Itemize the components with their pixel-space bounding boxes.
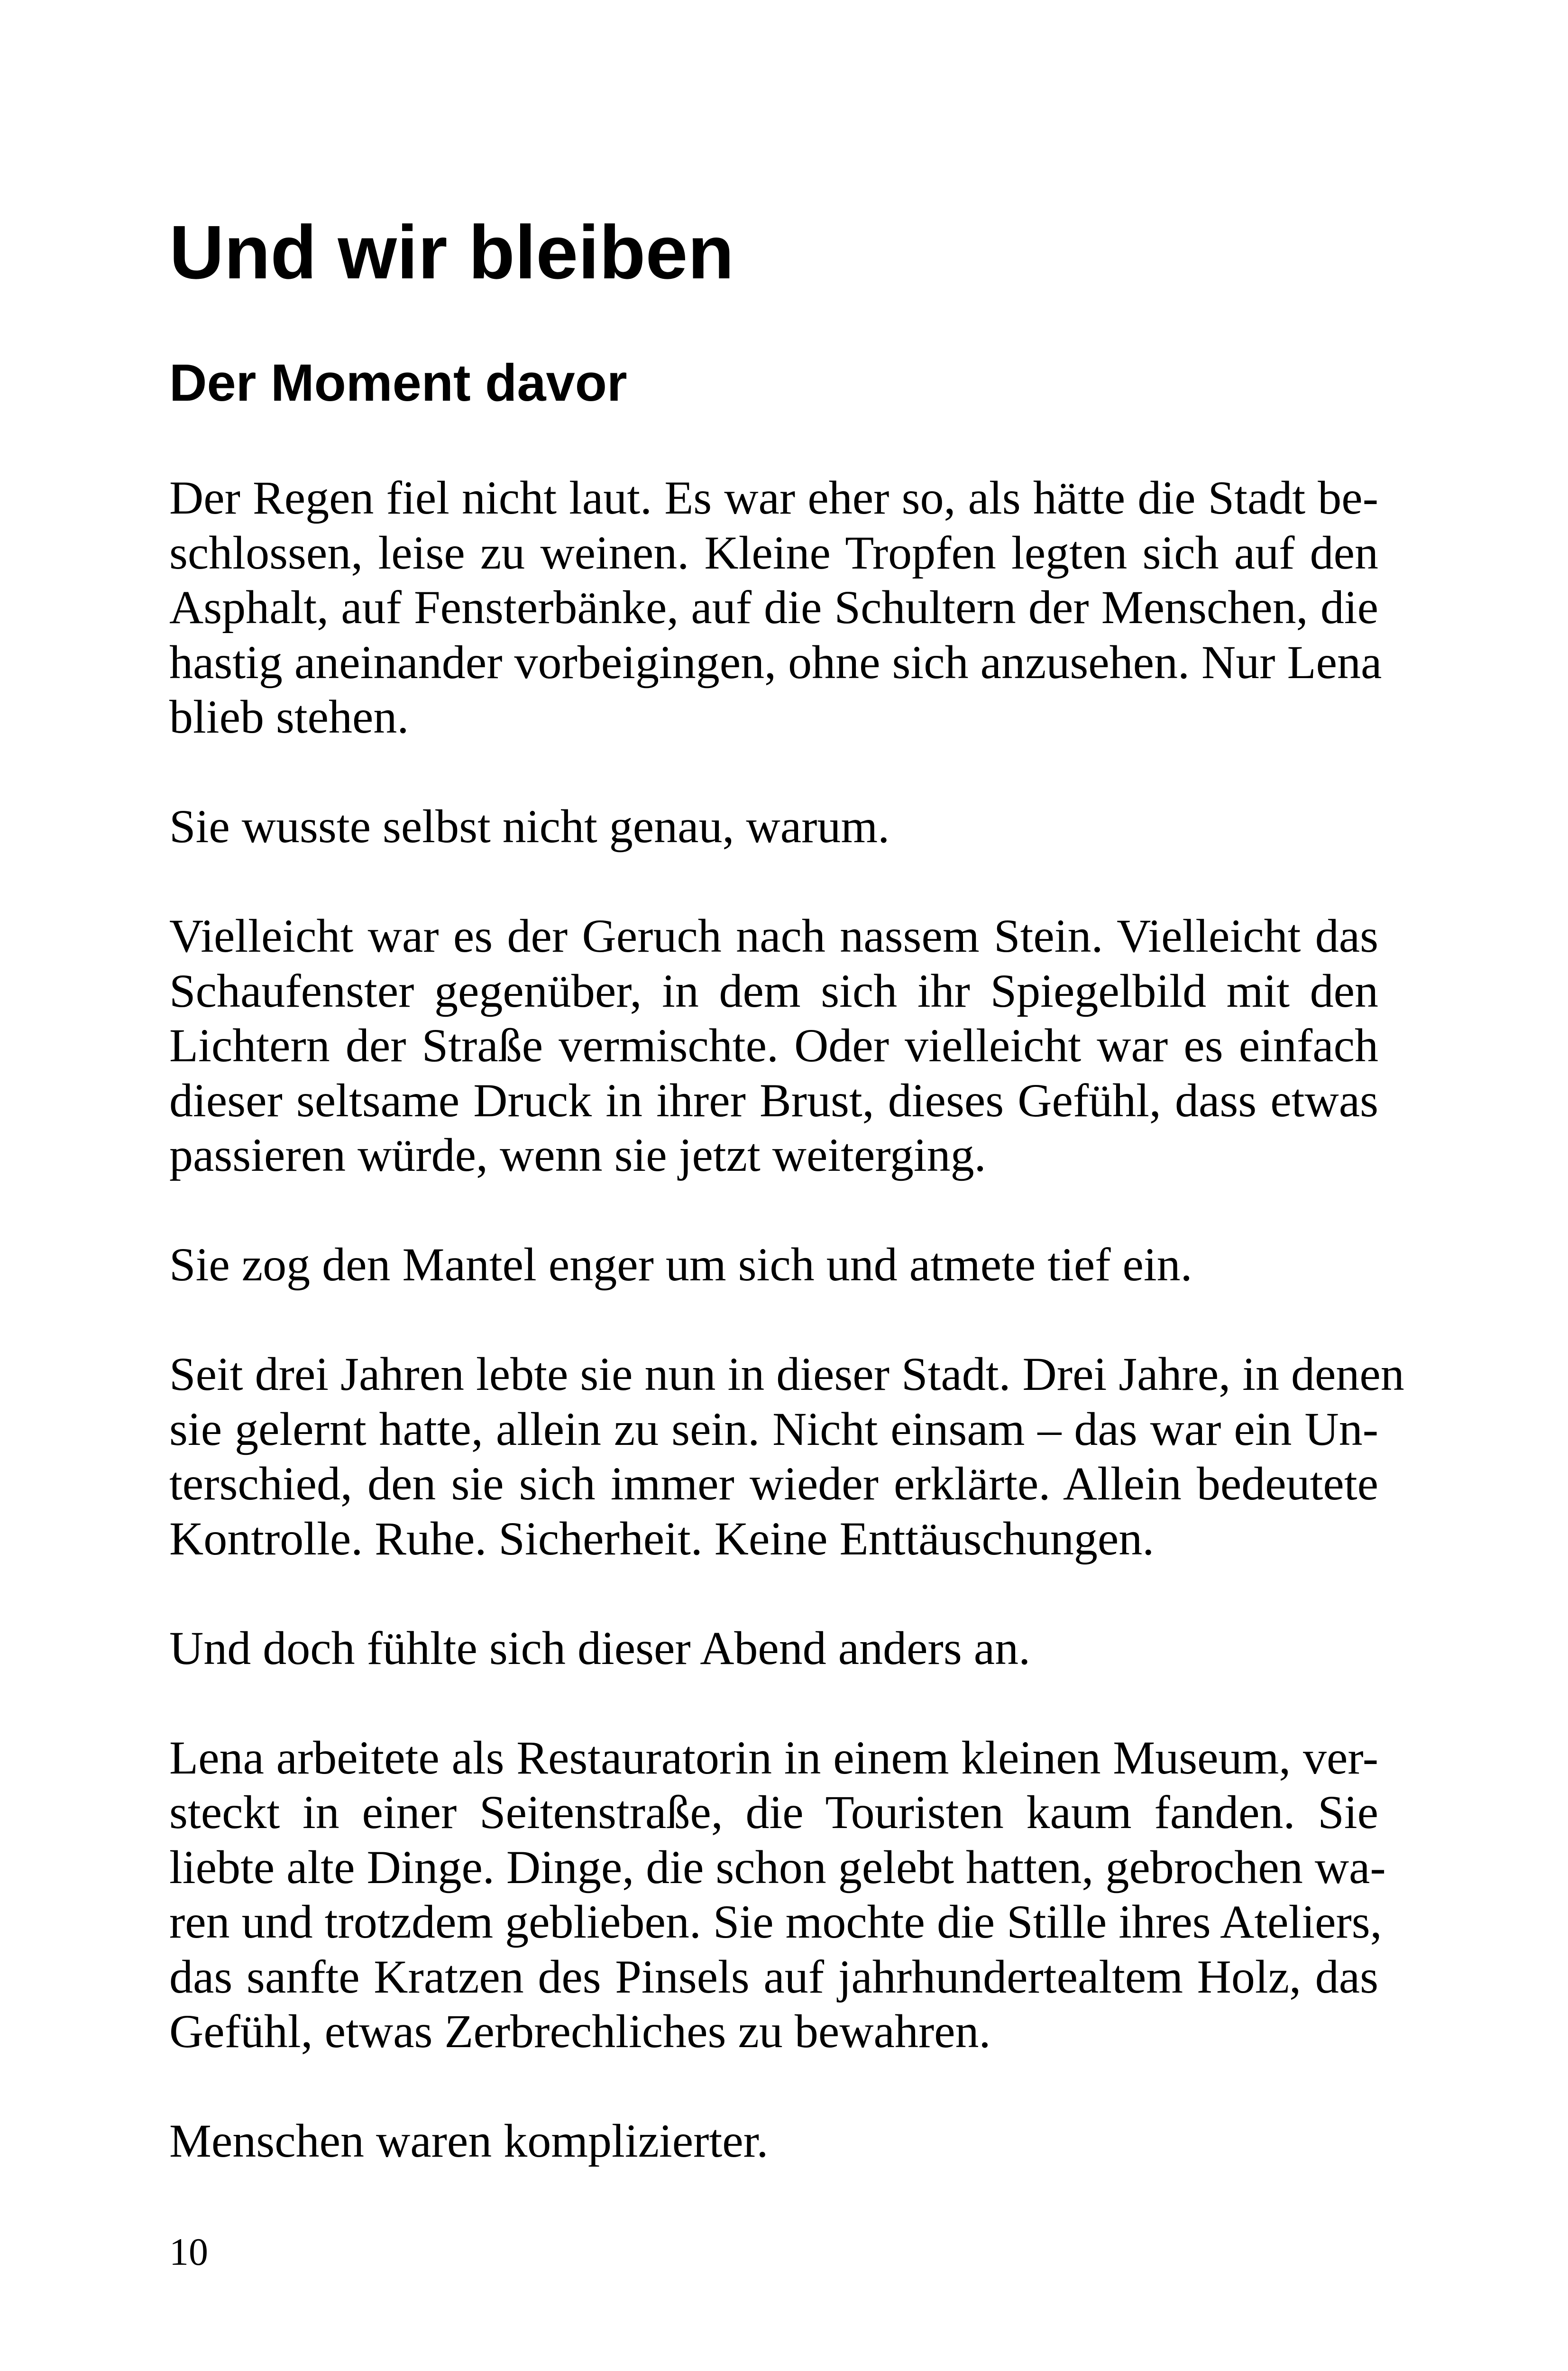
- text-line: Der Regen fiel nicht laut. Es war eher so, als hätte die Stadt be-: [169, 471, 1378, 524]
- text-line: Seit drei Jahren lebte sie nun in dieser Stadt. Drei Jahre, in denen: [169, 1348, 1404, 1400]
- text-line: hastig aneinander vorbeigingen, ohne sich anzusehen. Nur Lena: [169, 635, 1382, 689]
- page-number: 10: [169, 2230, 208, 2273]
- paragraph: [169, 1347, 1404, 1566]
- text-line: Sie wusste selbst nicht genau, warum.: [169, 800, 890, 853]
- text-line: Schaufenster gegenüber, in dem sich ihr Spiegelbild mit den: [169, 964, 1378, 1017]
- text-line: passieren würde, wenn sie jetzt weiterging.: [169, 1129, 986, 1181]
- text-line: liebte alte Dinge. Dinge, die schon gelebt hatten, gebrochen wa-: [169, 1840, 1386, 1893]
- text-line: Sie zog den Mantel enger um sich und atmete tief ein.: [169, 1238, 1192, 1291]
- text-line: blieb stehen.: [169, 690, 409, 743]
- text-line: Und doch fühlte sich dieser Abend anders an.: [169, 1621, 1031, 1674]
- text-line: Menschen waren komplizierter.: [169, 2114, 769, 2167]
- text-line: steckt in einer Seitenstraße, die Touristen kaum fanden. Sie: [169, 1786, 1378, 1838]
- text-line: dieser seltsame Druck in ihrer Brust, dieses Gefühl, dass etwas: [169, 1074, 1378, 1127]
- body-text: [169, 470, 1404, 2223]
- chapter-title: Und wir bleiben: [169, 210, 734, 294]
- paragraph: [169, 1730, 1386, 2059]
- text-line: das sanfte Kratzen des Pinsels auf jahrhundertealtem Holz, das: [169, 1950, 1378, 2003]
- paragraph: [169, 1621, 1378, 1676]
- text-line: Lena arbeitete als Restauratorin in einem kleinen Museum, ver-: [169, 1731, 1378, 1784]
- paragraph: [169, 470, 1382, 744]
- text-line: Kontrolle. Ruhe. Sicherheit. Keine Enttäuschungen.: [169, 1512, 1155, 1565]
- paragraph: [169, 2114, 1378, 2169]
- text-line: Gefühl, etwas Zerbrechliches zu bewahren.: [169, 2005, 991, 2058]
- text-line: Lichtern der Straße vermischte. Oder vielleicht war es einfach: [169, 1019, 1378, 1072]
- paragraph: [169, 799, 1378, 854]
- section-title: Der Moment davor: [169, 354, 627, 412]
- paragraph: [169, 1237, 1378, 1292]
- text-line: terschied, den sie sich immer wieder erklärte. Allein bedeutete: [169, 1457, 1378, 1510]
- text-line: ren und trotzdem geblieben. Sie mochte die Stille ihres Ateliers,: [169, 1895, 1382, 1948]
- text-line: schlossen, leise zu weinen. Kleine Tropfen legten sich auf den: [169, 526, 1378, 579]
- text-line: sie gelernt hatte, allein zu sein. Nicht einsam – das war ein Un-: [169, 1402, 1378, 1455]
- paragraph: [169, 909, 1378, 1183]
- text-line: Asphalt, auf Fensterbänke, auf die Schultern der Menschen, die: [169, 581, 1378, 634]
- text-line: Vielleicht war es der Geruch nach nassem Stein. Vielleicht das: [169, 910, 1378, 962]
